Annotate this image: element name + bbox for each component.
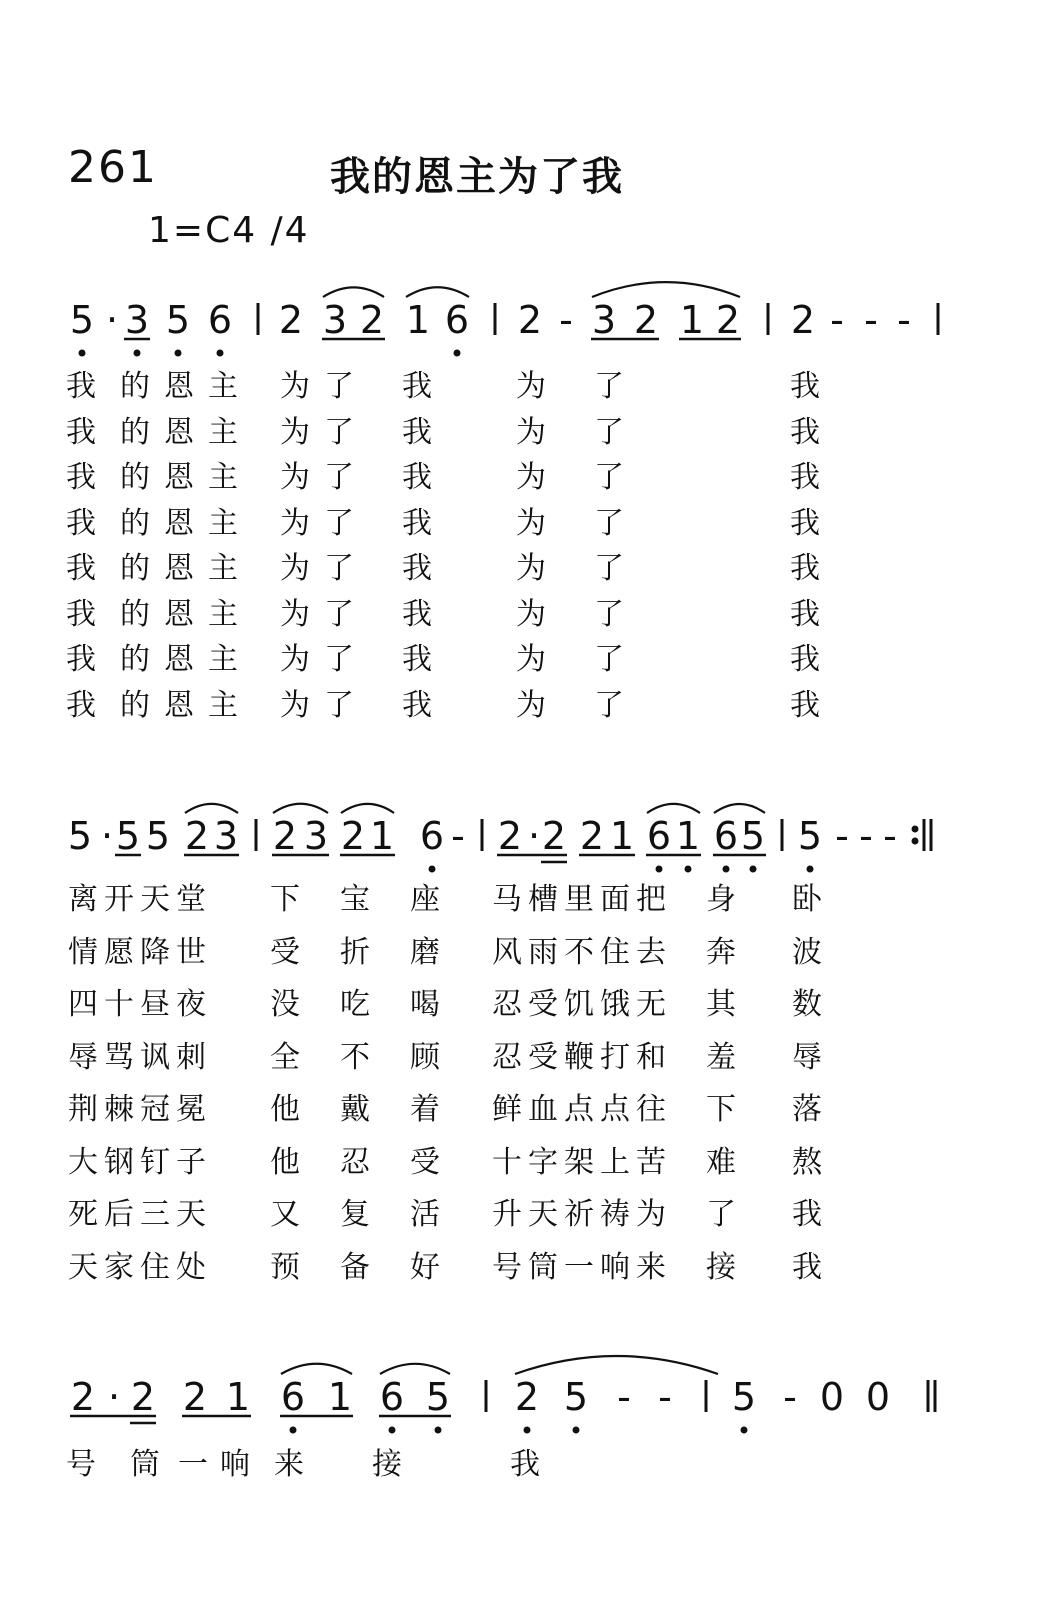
lyric-text: 卧 [792, 882, 828, 917]
note: 2 [184, 814, 210, 858]
note: 1 [225, 1375, 251, 1419]
low-octave-dot [290, 1427, 297, 1434]
lyric-text: 为了 [280, 505, 368, 541]
lyric-text: 了 [594, 369, 638, 404]
lyric-text: 号筒一响来 [492, 1249, 672, 1285]
lyric-text: 熬 [792, 1144, 828, 1180]
low-octave-dot [750, 866, 757, 873]
note: 2 [517, 298, 543, 342]
note: 2 [790, 298, 816, 342]
note: 5 [731, 1375, 757, 1419]
lyric-text: 难 [706, 1144, 742, 1180]
lyric-text: 身 [706, 882, 742, 917]
note: 2 [359, 298, 385, 342]
note: 2 [514, 1375, 540, 1419]
lyric-text: 了 [594, 505, 638, 541]
lyric-text: 为 [516, 687, 560, 723]
lyric-text: 辱骂讽刺 [68, 1039, 212, 1075]
low-octave-dot [723, 866, 730, 873]
lyric-text: 的恩主 [120, 460, 252, 495]
low-octave-dot [656, 866, 663, 873]
slur [273, 804, 328, 813]
lyric-text: 的恩主 [120, 687, 252, 723]
low-octave-dot [741, 1427, 748, 1434]
note: 2 [70, 1375, 96, 1419]
lyric-text: 不 [340, 1039, 376, 1075]
note: 3 [303, 814, 329, 858]
lyric-text: 他 [270, 1144, 306, 1180]
lyric-text: 马槽里面把 [492, 882, 672, 917]
note: 1 [609, 814, 635, 858]
lyric-text: 吃 [340, 987, 376, 1022]
lyric-text: 我 [792, 1249, 828, 1285]
lyric-text: 为了 [280, 414, 368, 450]
lyric-text: 情愿降世 [68, 934, 212, 970]
lyric-text: 下 [706, 1092, 742, 1127]
slur [592, 282, 740, 297]
lyric-text: 受 [270, 934, 306, 970]
note: 6 [646, 814, 672, 858]
lyric-text: 为 [516, 369, 560, 404]
low-octave-dot [389, 1427, 396, 1434]
lyric-text: 了 [594, 642, 638, 677]
low-octave-dot [429, 866, 436, 873]
lyric-text: 我 [66, 642, 110, 677]
lyric-text: 着 [410, 1092, 446, 1127]
lyric-text: 奔 [706, 934, 742, 970]
note: 6 [419, 814, 445, 858]
augmentation-dot: · [107, 1375, 121, 1419]
lyric-text: 活 [410, 1197, 446, 1232]
slur [185, 804, 238, 813]
low-octave-dot [454, 350, 461, 357]
lyric-text: 忍受鞭打和 [492, 1039, 672, 1075]
dash: - [859, 814, 873, 858]
lyric-text: 宝 [340, 882, 376, 917]
note: 3 [213, 814, 239, 858]
lyric-text: 全 [270, 1039, 306, 1075]
slur [323, 287, 384, 297]
lyric-text: 我 [66, 414, 110, 450]
lyric-text: 了 [594, 551, 638, 586]
note: 6 [379, 1375, 405, 1419]
slur [714, 804, 765, 813]
lyric-text: 我 [66, 505, 110, 541]
lyric-text: 我 [402, 596, 446, 632]
lyric-text: 忍受饥饿无 [492, 987, 672, 1022]
slur [380, 1364, 450, 1374]
lyric-text: 我 [66, 369, 110, 404]
lyric-text: 波 [792, 934, 828, 970]
lyric-text: 顾 [410, 1039, 446, 1075]
lyric-text: 为 [516, 460, 560, 495]
lyric-text: 离开天堂 [68, 882, 212, 917]
note: 1 [679, 298, 705, 342]
low-octave-dot [685, 866, 692, 873]
lyric-text: 死后三天 [68, 1197, 212, 1232]
low-octave-dot [79, 350, 86, 357]
note: 3 [322, 298, 348, 342]
lyric-text: 预 [270, 1249, 306, 1285]
slur [647, 804, 700, 813]
low-octave-dot [175, 350, 182, 357]
lyric-text: 磨 [410, 934, 446, 970]
note: 1 [327, 1375, 353, 1419]
lyric-text: 为了 [280, 642, 368, 677]
slur [281, 1364, 352, 1374]
lyric-text: 四十昼夜 [68, 987, 212, 1022]
repeat-dot [912, 838, 919, 845]
lyric-text: 数 [792, 987, 828, 1022]
lyric-text: 其 [706, 987, 742, 1022]
lyric-text: 为 [516, 596, 560, 632]
note: 5 [740, 814, 766, 858]
lyric-text: 受 [410, 1144, 446, 1180]
augmentation-dot: · [105, 298, 119, 342]
slur [515, 1356, 718, 1374]
note: 2 [497, 814, 523, 858]
lyric-text: 为了 [280, 551, 368, 586]
slur [341, 804, 394, 813]
lyric-text: 座 [410, 882, 446, 917]
dash: - [783, 1375, 797, 1419]
note: 1 [405, 298, 431, 342]
note: 6 [207, 298, 233, 342]
lyric-text: 为 [516, 551, 560, 586]
note: 2 [340, 814, 366, 858]
lyric-text: 了 [706, 1197, 742, 1232]
lyric-text: 又 [270, 1197, 306, 1232]
note: 5 [563, 1375, 589, 1419]
lyric-text: 喝 [410, 987, 446, 1022]
lyric-text: 我 [790, 505, 834, 541]
note: 0 [865, 1375, 891, 1419]
lyric-text: 大钢钉子 [68, 1144, 212, 1180]
key-signature: 1=C4 /4 [148, 210, 310, 251]
lyric-text: 升天祈祷为 [492, 1197, 672, 1232]
low-octave-dot [217, 350, 224, 357]
lyric-text: 为 [516, 414, 560, 450]
lyric-text: 的恩主 [120, 551, 252, 586]
dash: - [883, 814, 897, 858]
lyric-text: 接 [372, 1447, 408, 1482]
lyric-text: 我 [402, 551, 446, 586]
lyric-text: 忍 [340, 1144, 376, 1180]
lyric-text: 为 [516, 642, 560, 677]
lyric-text: 我 [402, 414, 446, 450]
lyric-text: 我 [66, 687, 110, 723]
lyric-text: 我 [66, 596, 110, 632]
augmentation-dot: · [527, 814, 541, 858]
lyric-text: 来 [274, 1447, 310, 1482]
note: 3 [124, 298, 150, 342]
lyric-text: 没 [270, 987, 306, 1022]
lyric-text: 筒 [130, 1447, 166, 1482]
lyric-text: 了 [594, 687, 638, 723]
lyric-text: 鲜血点点往 [492, 1092, 672, 1127]
lyric-text: 好 [410, 1249, 446, 1285]
lyric-text: 荆棘冠冕 [68, 1092, 212, 1127]
note: 1 [675, 814, 701, 858]
note: 0 [819, 1375, 845, 1419]
lyric-text: 的恩主 [120, 414, 252, 450]
lyric-text: 为了 [280, 369, 368, 404]
slur [406, 287, 469, 297]
note: 1 [369, 814, 395, 858]
note: 6 [713, 814, 739, 858]
note: 5 [165, 298, 191, 342]
lyric-text: 我 [402, 460, 446, 495]
lyric-text: 备 [340, 1249, 376, 1285]
low-octave-dot [573, 1427, 580, 1434]
note: 2 [579, 814, 605, 858]
lyric-text: 了 [594, 414, 638, 450]
note: 6 [280, 1375, 306, 1419]
song-number: 261 [68, 142, 158, 193]
lyric-text: 号 [66, 1447, 102, 1482]
dash: - [835, 814, 849, 858]
lyric-text: 我 [790, 642, 834, 677]
lyric-text: 的恩主 [120, 596, 252, 632]
lyric-text: 为了 [280, 596, 368, 632]
low-octave-dot [524, 1427, 531, 1434]
lyric-text: 一 [178, 1447, 214, 1482]
lyric-text: 为 [516, 505, 560, 541]
dash: - [451, 814, 465, 858]
low-octave-dot [435, 1427, 442, 1434]
note: 6 [444, 298, 470, 342]
note: 2 [182, 1375, 208, 1419]
lyric-text: 我 [402, 369, 446, 404]
lyric-text: 的恩主 [120, 642, 252, 677]
note: 5 [425, 1375, 451, 1419]
note: 2 [278, 298, 304, 342]
note: 5 [145, 814, 171, 858]
dash: - [864, 298, 878, 342]
low-octave-dot [807, 866, 814, 873]
dash: - [559, 298, 573, 342]
lyric-text: 羞 [706, 1039, 742, 1075]
dash: - [658, 1375, 672, 1419]
lyric-text: 我 [510, 1447, 546, 1482]
lyric-text: 我 [402, 687, 446, 723]
lyric-text: 我 [402, 642, 446, 677]
dash: - [617, 1375, 631, 1419]
lyric-text: 十字架上苦 [492, 1144, 672, 1180]
lyric-text: 折 [340, 934, 376, 970]
low-octave-dot [134, 350, 141, 357]
note: 3 [591, 298, 617, 342]
lyric-text: 我 [790, 687, 834, 723]
lyric-text: 我 [790, 414, 834, 450]
lyric-text: 辱 [792, 1039, 828, 1075]
note: 2 [633, 298, 659, 342]
dash: - [897, 298, 911, 342]
lyric-text: 风雨不住去 [492, 934, 672, 970]
lyric-text: 下 [270, 882, 306, 917]
lyric-text: 为了 [280, 460, 368, 495]
lyric-text: 为了 [280, 687, 368, 723]
note: 5 [797, 814, 823, 858]
note: 5 [115, 814, 141, 858]
lyric-text: 的恩主 [120, 369, 252, 404]
note: 5 [69, 298, 95, 342]
lyric-text: 戴 [340, 1092, 376, 1127]
lyric-text: 接 [706, 1249, 742, 1285]
lyric-text: 我 [790, 369, 834, 404]
lyric-text: 了 [594, 596, 638, 632]
lyric-text: 我 [402, 505, 446, 541]
lyric-text: 天家住处 [68, 1249, 212, 1285]
note: 2 [130, 1375, 156, 1419]
note: 2 [272, 814, 298, 858]
lyric-text: 了 [594, 460, 638, 495]
augmentation-dot: · [100, 814, 114, 858]
lyric-text: 我 [790, 596, 834, 632]
lyric-text: 复 [340, 1197, 376, 1232]
lyric-text: 落 [792, 1092, 828, 1127]
repeat-dot [912, 826, 919, 833]
note: 2 [715, 298, 741, 342]
song-title: 我的恩主为了我 [330, 154, 624, 200]
lyric-text: 我 [66, 551, 110, 586]
lyric-text: 我 [790, 460, 834, 495]
lyric-text: 响 [220, 1447, 256, 1482]
lyric-text: 我 [790, 551, 834, 586]
lyric-text: 我 [66, 460, 110, 495]
lyric-text: 的恩主 [120, 505, 252, 541]
dash: - [830, 298, 844, 342]
note: 2 [541, 814, 567, 858]
lyric-text: 我 [792, 1197, 828, 1232]
lyric-text: 他 [270, 1092, 306, 1127]
note: 5 [67, 814, 93, 858]
